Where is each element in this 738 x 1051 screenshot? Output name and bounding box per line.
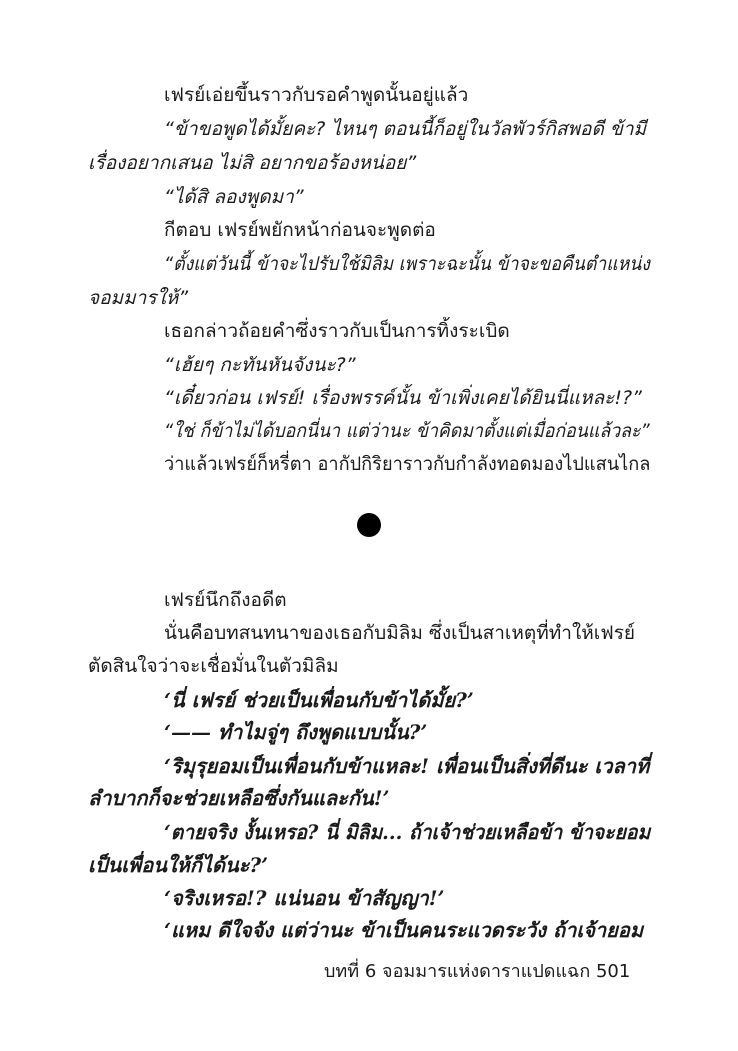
flashback-line: ‘ริมุรุยอมเป็นเพื่อนกับข้าแหละ! เพื่อนเป็นสิ่งที่ดีนะ เวลาที่ xyxy=(164,754,650,778)
text-line: กีตอบ เฟรย์พยักหน้าก่อนจะพูดต่อ xyxy=(164,219,436,241)
flashback-line: เป็นเพื่อนให้ก็ได้นะ?’ xyxy=(88,853,269,877)
flashback-line: ‘ตายจริง งั้นเหรอ? นี่ มิลิม... ถ้าเจ้าช่วยเหลือข้า ข้าจะยอม xyxy=(164,820,651,844)
dialogue-line: “ตั้งแต่วันนี้ ข้าจะไปรับใช้มิลิม เพราะฉะนั้น ข้าจะขอคืนตำแหน่ง xyxy=(164,253,650,275)
dialogue-line: “ใช่ ก็ข้าไม่ได้บอกนี่นา แต่ว่านะ ข้าคิดมาตั้งแต่เมื่อก่อนแล้วละ” xyxy=(164,420,650,442)
text-line: ตัดสินใจว่าจะเชื่อมั่นในตัวมิลิม xyxy=(88,655,339,677)
section-break-dot xyxy=(357,513,381,537)
flashback-line: ลำบากก็จะช่วยเหลือซึ่งกันและกัน!’ xyxy=(88,786,390,810)
text-line: เฟรย์เอ่ยขึ้นราวกับรอคำพูดนั้นอยู่แล้ว xyxy=(164,84,469,106)
text-line: เฟรย์นึกถึงอดีต xyxy=(164,589,287,611)
dialogue-line: “ข้าขอพูดได้มั้ยคะ? ไหนๆ ตอนนี้ก็อยู่ในวัลพัวร์กิสพอดี ข้ามี xyxy=(164,118,647,140)
page-footer: บทที่ 6 จอมมารแห่งดาราแปดแฉก 501 xyxy=(324,961,631,982)
flashback-line: ‘—— ทำไมจู่ๆ ถึงพูดแบบนั้น?’ xyxy=(164,720,428,744)
dialogue-line: “ได้สิ ลองพูดมา” xyxy=(164,186,304,208)
dialogue-line: “เดี๋ยวก่อน เฟรย์! เรื่องพรรค์นั้น ข้าเพิ่งเคยได้ยินนี่แหละ!?” xyxy=(164,387,642,409)
flashback-line: ‘จริงเหรอ!? แน่นอน ข้าสัญญา!’ xyxy=(164,886,445,910)
text-line: นั่นคือบทสนทนาของเธอกับมิลิม ซึ่งเป็นสาเหตุที่ทำให้เฟรย์ xyxy=(164,622,636,644)
flashback-line: ‘แหม ดีใจจัง แต่ว่านะ ข้าเป็นคนระแวดระวัง ถ้าเจ้ายอม xyxy=(164,918,644,942)
text-line: ว่าแล้วเฟรย์ก็หรี่ตา อากัปกิริยาราวกับกำลังทอดมองไปแสนไกล xyxy=(164,453,651,475)
dialogue-line: เรื่องอยากเสนอ ไม่สิ อยากขอร้องหน่อย” xyxy=(88,152,417,174)
dialogue-line: จอมมารให้” xyxy=(88,287,189,309)
flashback-line: ‘นี่ เฟรย์ ช่วยเป็นเพื่อนกับข้าได้มั้ย?’ xyxy=(164,688,474,712)
text-line: เธอกล่าวถ้อยคำซึ่งราวกับเป็นการทิ้งระเบิด xyxy=(164,320,510,342)
dialogue-line: “เฮ้ยๆ กะทันหันจังนะ?” xyxy=(164,354,356,376)
